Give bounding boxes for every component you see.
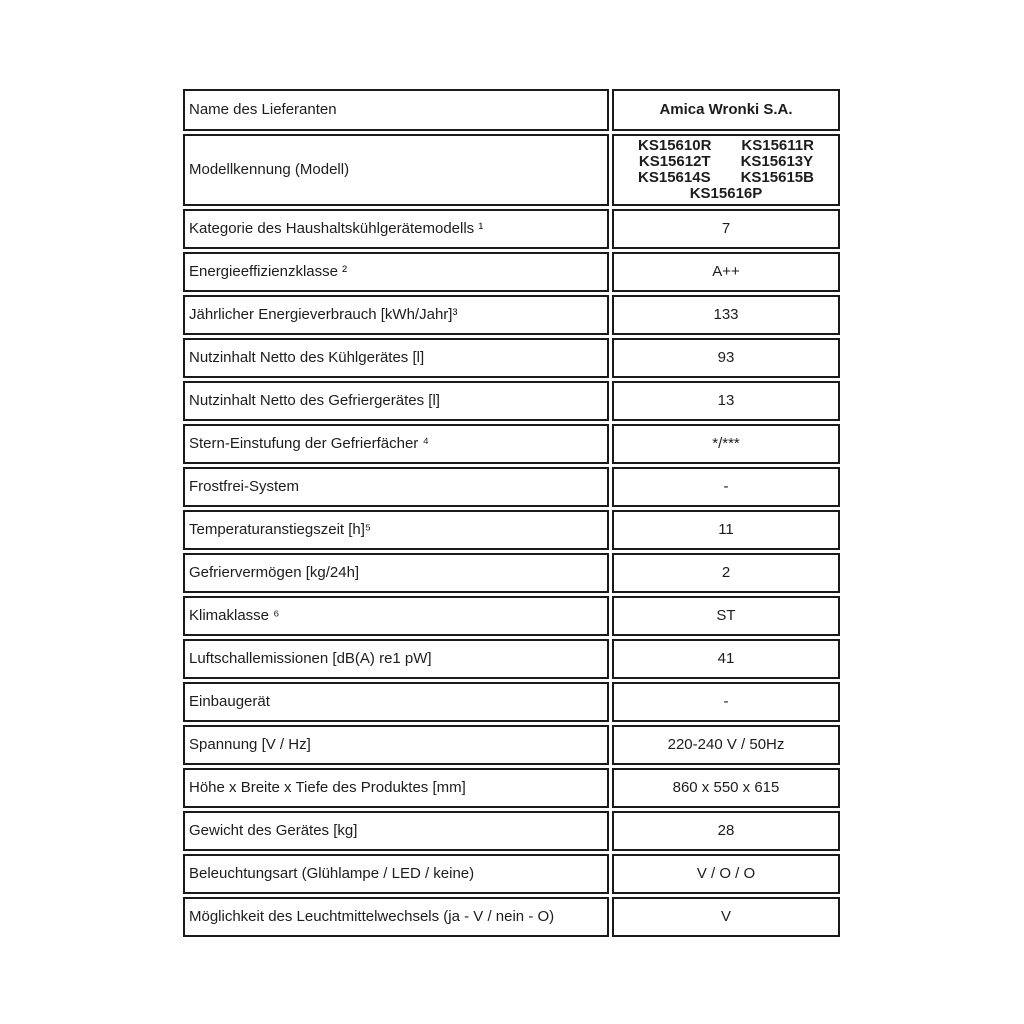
model-number: KS15613Y [740,153,814,170]
spec-row-freezer-net-volume [183,381,840,421]
spec-value-dimensions: 860 x 550 x 615 [612,768,840,808]
spec-row-freezing-capacity [183,553,840,593]
spec-value-annual-consumption: 133 [612,295,840,335]
spec-label-weight: Gewicht des Gerätes [kg] [183,811,609,851]
spec-value-energy-class: A++ [612,252,840,292]
model-number: KS15610R [638,137,712,154]
spec-label-freezer-net-volume: Nutzinhalt Netto des Gefriergerätes [l] [183,381,609,421]
spec-value-category: 7 [612,209,840,249]
spec-label-bulb-replaceable: Möglichkeit des Leuchtmittelwechsels (ja - V / nein - O) [183,897,609,937]
spec-row-model [183,134,840,206]
spec-row-frost-free [183,467,840,507]
spec-label-dimensions: Höhe x Breite x Tiefe des Produktes [mm] [183,768,609,808]
spec-row-temp-rise-time [183,510,840,550]
spec-label-frost-free: Frostfrei-System [183,467,609,507]
model-number: KS15615B [740,169,814,186]
spec-value-noise-emission: 41 [612,639,840,679]
spec-row-noise-emission [183,639,840,679]
spec-value-freezing-capacity: 2 [612,553,840,593]
spec-row-voltage [183,725,840,765]
spec-label-built-in: Einbaugerät [183,682,609,722]
spec-value-supplier: Amica Wronki S.A. [612,89,840,131]
spec-value-fridge-net-volume: 93 [612,338,840,378]
spec-label-model: Modellkennung (Modell) [183,134,609,206]
spec-label-temp-rise-time: Temperaturanstiegszeit [h]⁵ [183,510,609,550]
product-spec-table [180,86,843,940]
spec-value-temp-rise-time: 11 [612,510,840,550]
spec-value-bulb-replaceable: V [612,897,840,937]
spec-label-annual-consumption: Jährlicher Energieverbrauch [kWh/Jahr]³ [183,295,609,335]
spec-label-noise-emission: Luftschallemissionen [dB(A) re1 pW] [183,639,609,679]
model-number: KS15616P [689,185,763,202]
spec-row-fridge-net-volume [183,338,840,378]
spec-row-bulb-replaceable [183,897,840,937]
spec-value-freezer-net-volume: 13 [612,381,840,421]
spec-label-energy-class: Energieeffizienzklasse ² [183,252,609,292]
spec-row-lighting-type [183,854,840,894]
spec-label-supplier: Name des Lieferanten [183,89,609,131]
spec-row-star-rating [183,424,840,464]
spec-value-weight: 28 [612,811,840,851]
spec-value-lighting-type: V / O / O [612,854,840,894]
spec-label-voltage: Spannung [V / Hz] [183,725,609,765]
spec-row-energy-class [183,252,840,292]
spec-row-climate-class [183,596,840,636]
spec-row-category [183,209,840,249]
spec-row-built-in [183,682,840,722]
spec-label-category: Kategorie des Haushaltskühlgerätemodells ¹ [183,209,609,249]
model-number: KS15611R [741,137,814,154]
spec-label-freezing-capacity: Gefriervermögen [kg/24h] [183,553,609,593]
spec-value-star-rating: */*** [612,424,840,464]
spec-row-annual-consumption [183,295,840,335]
spec-value-voltage: 220-240 V / 50Hz [612,725,840,765]
spec-row-dimensions [183,768,840,808]
spec-label-star-rating: Stern-Einstufung der Gefrierfächer ⁴ [183,424,609,464]
spec-value-model [612,134,840,206]
model-number: KS15614S [638,169,711,186]
model-number-list [617,138,835,202]
spec-label-fridge-net-volume: Nutzinhalt Netto des Kühlgerätes [l] [183,338,609,378]
spec-value-built-in: - [612,682,840,722]
model-number: KS15612T [638,153,711,170]
spec-row-weight [183,811,840,851]
spec-label-lighting-type: Beleuchtungsart (Glühlampe / LED / keine) [183,854,609,894]
spec-value-climate-class: ST [612,596,840,636]
spec-row-supplier [183,89,840,131]
spec-label-climate-class: Klimaklasse ⁶ [183,596,609,636]
spec-value-frost-free: - [612,467,840,507]
